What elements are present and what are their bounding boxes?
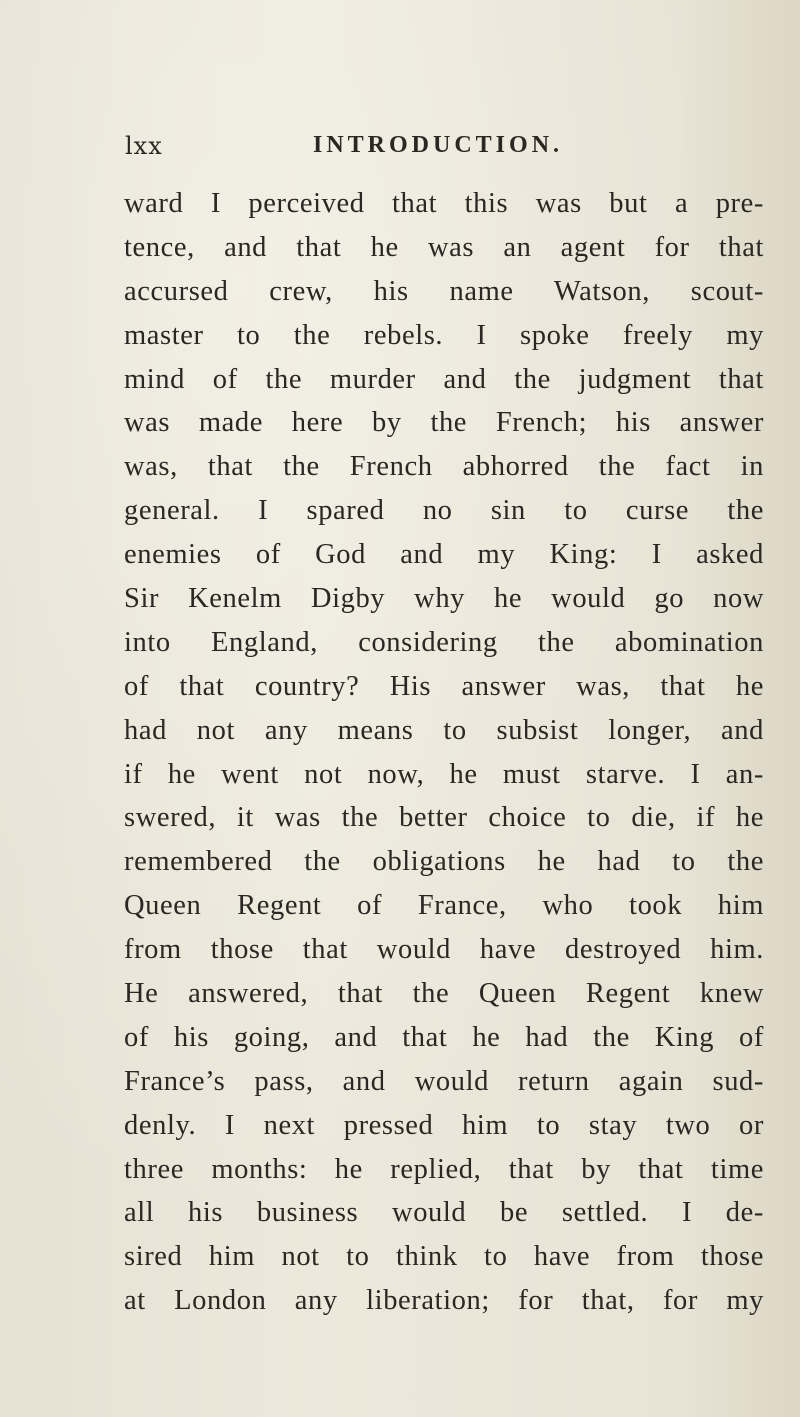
text-line: into England, considering the abomination <box>124 626 764 658</box>
text-line: had not any means to subsist longer, and <box>124 714 764 746</box>
page-number: lxx <box>125 132 163 160</box>
text-line: sired him not to think to have from those <box>124 1241 764 1273</box>
running-head <box>0 132 800 166</box>
text-line: all his business would be settled. I de- <box>124 1197 764 1229</box>
text-line: three months: he replied, that by that time <box>124 1153 764 1185</box>
text-line: He answered, that the Queen Regent knew <box>124 978 764 1010</box>
running-title: INTRODUCTION. <box>313 132 564 158</box>
text-line: from those that would have destroyed him. <box>124 934 764 966</box>
text-line: general. I spared no sin to curse the <box>124 495 764 527</box>
text-line: mind of the murder and the judgment that <box>124 363 764 395</box>
text-line: was, that the French abhorred the fact in <box>124 451 764 483</box>
text-line: enemies of God and my King: I asked <box>124 539 764 571</box>
text-line: was made here by the French; his answer <box>124 407 764 439</box>
text-line: Sir Kenelm Digby why he would go now <box>124 583 764 615</box>
text-line: tence, and that he was an agent for that <box>124 231 764 263</box>
text-line: accursed crew, his name Watson, scout- <box>124 275 764 307</box>
text-line: ward I perceived that this was but a pre- <box>124 188 764 219</box>
text-line: swered, it was the better choice to die, if he <box>124 802 764 834</box>
text-line: at London any liberation; for that, for my <box>124 1285 764 1317</box>
text-line: France’s pass, and would return again sud- <box>124 1065 764 1097</box>
text-line: if he went not now, he must starve. I an- <box>124 758 764 790</box>
body-text <box>124 182 764 1323</box>
text-line: Queen Regent of France, who took him <box>124 890 764 922</box>
text-line: remembered the obligations he had to the <box>124 846 764 878</box>
text-line: of that country? His answer was, that he <box>124 670 764 702</box>
text-line: of his going, and that he had the King of <box>124 1021 764 1053</box>
text-line: master to the rebels. I spoke freely my <box>124 319 764 351</box>
text-line: denly. I next pressed him to stay two or <box>124 1109 764 1141</box>
